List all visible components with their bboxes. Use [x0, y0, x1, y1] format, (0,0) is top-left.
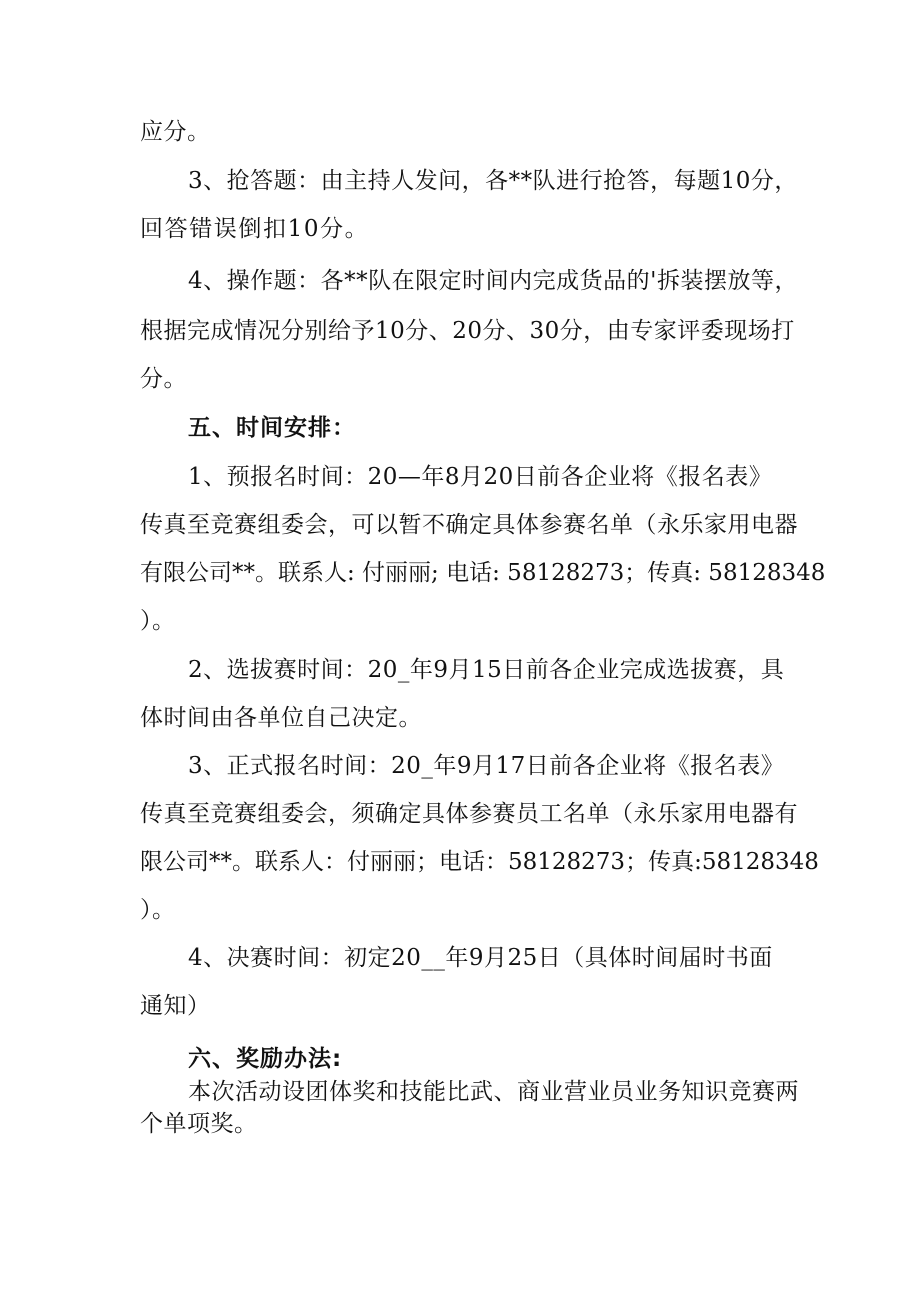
text-line: ）。	[140, 897, 176, 923]
section-heading-rewards: 六、奖励办法:	[188, 1046, 343, 1072]
text-line: 1、预报名时间：20—年8月20日前各企业将《报名表》	[188, 464, 773, 490]
text-line: 个单项奖。	[140, 1111, 258, 1137]
text-line: 传真至竞赛组委会，须确定具体参赛员工名单（永乐家用电器有	[140, 801, 798, 827]
text-line: 体时间由各单位自己决定。	[140, 705, 422, 731]
text-line: 有限公司**。联系人: 付丽丽; 电话: 58128273；传真: 58128348	[140, 560, 826, 586]
text-line: 4、操作题：各**队在限定时间内完成货品的'拆装摆放等，	[188, 268, 798, 294]
text-line: 应分。	[140, 119, 211, 145]
text-line: 通知）	[140, 993, 211, 1019]
text-line: 根据完成情况分别给予10分、20分、30分，由专家评委现场打	[140, 318, 795, 344]
text-line: 3、抢答题：由主持人发问，各**队进行抢答，每题10分，	[188, 168, 798, 194]
text-line: 2、选拔赛时间：20_年9月15日前各企业完成选拔赛，具	[188, 657, 785, 683]
text-line: 传真至竞赛组委会，可以暂不确定具体参赛名单（永乐家用电器	[140, 512, 798, 538]
text-line: 3、正式报名时间：20_年9月17日前各企业将《报名表》	[188, 753, 785, 779]
section-heading-schedule: 五、时间安排：	[188, 415, 356, 441]
text-line: 本次活动设团体奖和技能比武、商业营业员业务知识竞赛两	[188, 1079, 799, 1105]
text-line: 分。	[140, 366, 187, 392]
text-line: 回答错误倒扣10分。	[140, 216, 370, 242]
text-line: 限公司**。联系人：付丽丽；电话：58128273；传真:58128348	[140, 849, 819, 875]
text-line: ）。	[140, 608, 176, 634]
text-line: 4、决赛时间：初定20__年9月25日（具体时间届时书面	[188, 945, 773, 971]
